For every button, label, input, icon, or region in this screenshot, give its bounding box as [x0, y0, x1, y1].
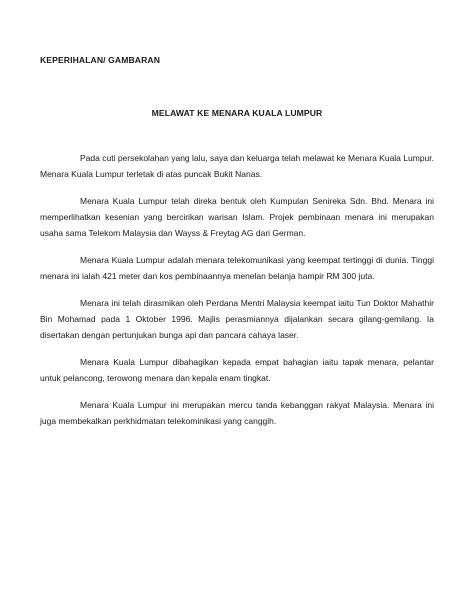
paragraph-1: Pada cuti persekolahan yang lalu, saya dan keluarga telah melawat ke Menara Kuala Lumpur. Menara Kuala Lumpur terletak di atas puncak Bukit Nanas. — [40, 153, 434, 179]
paragraph-5: Menara Kuala Lumpur dibahagikan kepada empat bahagian iaitu tapak menara, pelantar untuk pelancong, terowong menara dan kepala enam tingkat. — [40, 357, 434, 383]
essay-body — [40, 150, 434, 440]
section-heading: KEPERIHALAN/ GAMBARAN — [40, 55, 161, 65]
paragraph-3: Menara Kuala Lumpur adalah menara telekomunikasi yang keempat tertinggi di dunia. Tinggi menara ini ialah 421 meter dan kos pembinaannya menelan belanja hampir RM 300 juta. — [40, 255, 434, 281]
paragraph-6: Menara Kuala Lumpur ini merupakan mercu tanda kebanggan rakyat Malaysia. Menara ini juga membekalkan perkhidmatan telekominikasi yang canggih. — [40, 400, 434, 426]
essay-title: MELAWAT KE MENARA KUALA LUMPUR — [151, 108, 323, 118]
paragraph-4: Menara ini telah dirasmikan oleh Perdana Mentri Malaysia keempat iaitu Tun Doktor Mahathir Bin Mohamad pada 1 Oktober 1996. Majlis perasmiannya dijalankan secara gilang-gemilang. Ia disertakan dengan pertunjukan bunga api dan pancara cahaya laser. — [40, 298, 434, 340]
paragraph-2: Menara Kuala Lumpur telah direka bentuk oleh Kumpulan Senireka Sdn. Bhd. Menara ini memperlihatkan kesenian yang bercirikan warisan Islam. Projek pembinaan menara ini merupakan usaha sama Telekom Malaysia dan Wayss & Freytag AG dari German. — [40, 196, 434, 238]
